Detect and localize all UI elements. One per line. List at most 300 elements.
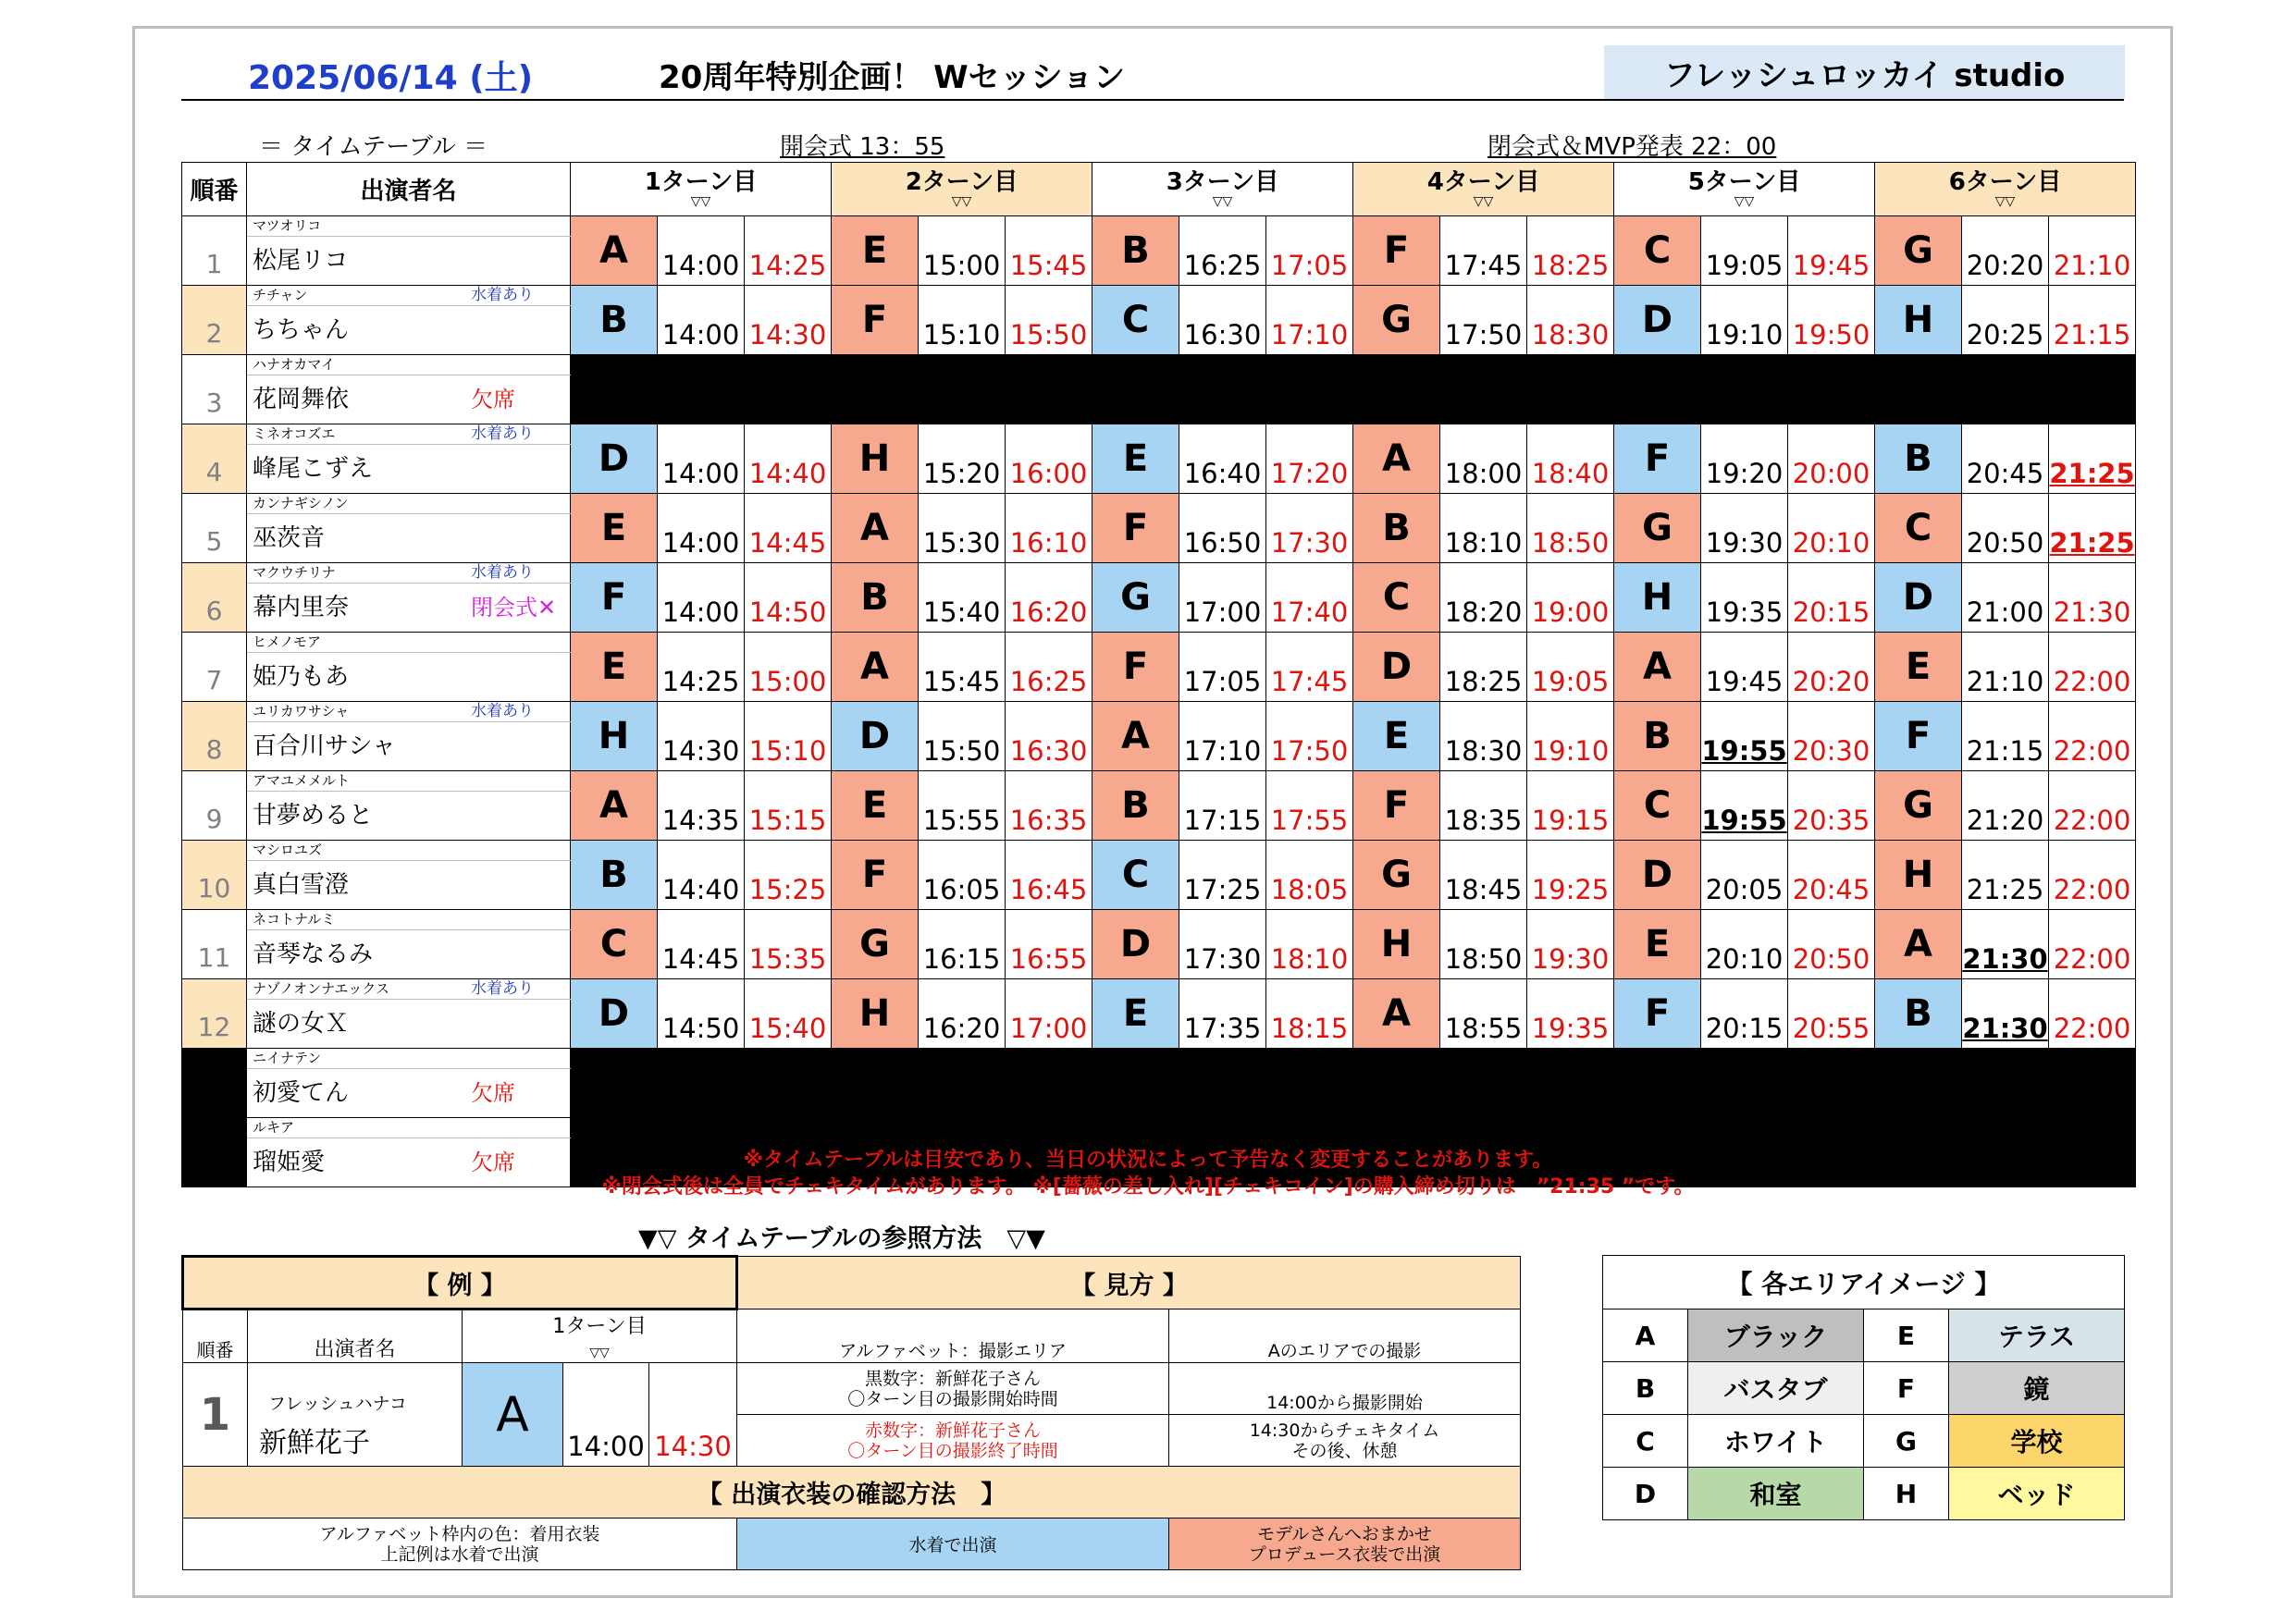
table-row: [182, 633, 2136, 653]
end-time: 21:25: [2049, 494, 2136, 563]
area-cell: E: [1614, 910, 1701, 979]
area-cell: B: [1614, 702, 1701, 771]
start-time: 19:35: [1701, 563, 1788, 633]
area-cell: B: [1092, 216, 1179, 286]
area-cell: E: [1875, 633, 1962, 702]
area-letter: F: [1864, 1362, 1949, 1415]
row-number: 2: [182, 286, 247, 355]
area-letter: A: [1603, 1309, 1688, 1362]
closing-time: 閉会式＆MVP発表 22：00: [1487, 133, 1777, 161]
end-time: 21:30: [2049, 563, 2136, 633]
area-cell: G: [1092, 563, 1179, 633]
end-time: 20:50: [1788, 910, 1875, 979]
start-time: 14:00: [658, 216, 745, 286]
area-cell: H: [571, 702, 658, 771]
start-time: 14:45: [658, 910, 745, 979]
end-time: 14:50: [745, 563, 832, 633]
area-cell: C: [1875, 494, 1962, 563]
table-row: [182, 771, 2136, 792]
area-cell: F: [571, 563, 658, 633]
start-time: 14:35: [658, 771, 745, 841]
row-number: 10: [182, 841, 247, 910]
performer-kana: ルキア: [247, 1118, 571, 1138]
end-time: 16:45: [1006, 841, 1092, 910]
area-name: バスタブ: [1688, 1362, 1864, 1415]
performer-kana: マツオリコ: [247, 216, 571, 237]
start-time: 16:05: [919, 841, 1006, 910]
end-time: 21:10: [2049, 216, 2136, 286]
end-time: 15:35: [745, 910, 832, 979]
start-time: 20:15: [1701, 979, 1788, 1049]
area-letter: G: [1864, 1415, 1949, 1468]
area-cell: E: [1092, 979, 1179, 1049]
end-time: 20:30: [1788, 702, 1875, 771]
start-time: 14:40: [658, 841, 745, 910]
end-time: 17:05: [1266, 216, 1353, 286]
timetable: [181, 162, 2136, 1187]
area-cell: D: [571, 979, 658, 1049]
end-time: 14:45: [745, 494, 832, 563]
example-turn-header: 1ターン目 ▽▽: [463, 1309, 737, 1363]
performer-kana: ナゾノオンナエックス 水着あり: [247, 979, 571, 1000]
start-time: 16:15: [919, 910, 1006, 979]
end-time: 20:00: [1788, 424, 1875, 494]
end-time: 16:20: [1006, 563, 1092, 633]
area-cell: A: [832, 633, 919, 702]
area-cell: G: [1614, 494, 1701, 563]
start-time: 18:00: [1440, 424, 1527, 494]
end-time: 20:15: [1788, 563, 1875, 633]
start-time: 17:45: [1440, 216, 1527, 286]
start-time: 15:30: [919, 494, 1006, 563]
performer-name: 音琴なるみ: [247, 930, 571, 979]
table-row: [182, 424, 2136, 445]
area-cell: B: [832, 563, 919, 633]
area-cell: C: [1614, 771, 1701, 841]
end-time: 19:30: [1527, 910, 1614, 979]
start-time: 17:00: [1179, 563, 1266, 633]
area-cell: F: [832, 286, 919, 355]
end-time: 17:30: [1266, 494, 1353, 563]
example-no: 1: [183, 1363, 248, 1467]
area-cell: H: [1353, 910, 1440, 979]
area-letter: E: [1864, 1309, 1949, 1362]
col-name-header: 出演者名: [247, 163, 571, 216]
area-cell: H: [1875, 286, 1962, 355]
area-table: [1602, 1255, 2125, 1520]
end-time: 15:45: [1006, 216, 1092, 286]
performer-name: 花岡舞依 欠席: [247, 375, 571, 424]
area-name: 学校: [1949, 1415, 2125, 1468]
absent-block: [571, 1049, 2136, 1118]
area-row: [1603, 1362, 2125, 1415]
end-time: 14:40: [745, 424, 832, 494]
status-note: 欠席: [471, 1150, 515, 1175]
end-time: 17:55: [1266, 771, 1353, 841]
start-time: 16:20: [919, 979, 1006, 1049]
start-time: 20:05: [1701, 841, 1788, 910]
notice-2: ※閉会式後は全員でチェキタイムがあります。 ※[薔薇の差し入れ][チェキコイン]の購入締め切りは ”21:35 ”です。: [601, 1175, 1695, 1199]
row-number: 12: [182, 979, 247, 1049]
area-cell: B: [1875, 424, 1962, 494]
row-number: 7: [182, 633, 247, 702]
area-cell: F: [1875, 702, 1962, 771]
row-number: 5: [182, 494, 247, 563]
start-time: 15:50: [919, 702, 1006, 771]
area-cell: H: [832, 979, 919, 1049]
area-cell: F: [832, 841, 919, 910]
area-cell: G: [1353, 286, 1440, 355]
area-cell: B: [1353, 494, 1440, 563]
area-cell: E: [1353, 702, 1440, 771]
area-cell: F: [1092, 494, 1179, 563]
end-time: 19:50: [1788, 286, 1875, 355]
area-name: ブラック: [1688, 1309, 1864, 1362]
start-time: 19:30: [1701, 494, 1788, 563]
start-time: 18:25: [1440, 633, 1527, 702]
end-time: 15:25: [745, 841, 832, 910]
end-time: 19:15: [1527, 771, 1614, 841]
area-cell: D: [832, 702, 919, 771]
start-time: 19:20: [1701, 424, 1788, 494]
performer-name: 初愛てん 欠席: [247, 1069, 571, 1118]
area-cell: G: [1875, 216, 1962, 286]
performer-name: 巫茨音: [247, 514, 571, 563]
swimsuit-note: 水着あり: [471, 979, 534, 998]
end-time: 20:45: [1788, 841, 1875, 910]
end-time: 18:10: [1266, 910, 1353, 979]
table-row: [182, 979, 2136, 1000]
end-time: 18:05: [1266, 841, 1353, 910]
end-time: 18:30: [1527, 286, 1614, 355]
area-name: テラス: [1949, 1309, 2125, 1362]
performer-name: 謎の女Ｘ: [247, 1000, 571, 1049]
view-red-numbers: 赤数字：新鮮花子さん 〇ターン目の撮影終了時間: [737, 1415, 1169, 1467]
end-time: 20:55: [1788, 979, 1875, 1049]
start-time: 21:15: [1962, 702, 2049, 771]
area-cell: C: [1353, 563, 1440, 633]
view-alphabet: アルファベット：撮影エリア: [737, 1309, 1169, 1363]
area-cell: F: [1092, 633, 1179, 702]
start-time: 15:40: [919, 563, 1006, 633]
turn-header-2: 2ターン目 ▽▽: [832, 163, 1092, 216]
performer-name: 峰尾こずえ: [247, 445, 571, 494]
start-time: 17:50: [1440, 286, 1527, 355]
start-time: 18:35: [1440, 771, 1527, 841]
row-number: 9: [182, 771, 247, 841]
area-cell: H: [832, 424, 919, 494]
end-time: 19:05: [1527, 633, 1614, 702]
start-time: 17:05: [1179, 633, 1266, 702]
start-time: 21:20: [1962, 771, 2049, 841]
row-number: [182, 1049, 247, 1118]
end-time: 19:10: [1527, 702, 1614, 771]
end-time: 19:45: [1788, 216, 1875, 286]
area-cell: D: [1353, 633, 1440, 702]
start-time: 19:55: [1701, 771, 1788, 841]
turn-header-3: 3ターン目 ▽▽: [1092, 163, 1353, 216]
end-time: 15:50: [1006, 286, 1092, 355]
end-time: 17:20: [1266, 424, 1353, 494]
area-cell: A: [1353, 424, 1440, 494]
end-time: 22:00: [2049, 841, 2136, 910]
example-label: 【 例 】: [183, 1257, 737, 1309]
start-time: 19:10: [1701, 286, 1788, 355]
swimsuit-note: 水着あり: [471, 563, 534, 582]
area-cell: E: [571, 494, 658, 563]
performer-kana: ネコトナルミ: [247, 910, 571, 930]
end-time: 15:15: [745, 771, 832, 841]
area-cell: B: [1092, 771, 1179, 841]
area-cell: B: [1875, 979, 1962, 1049]
example-end: 14:30: [649, 1363, 737, 1467]
area-cell: D: [1614, 286, 1701, 355]
event-title: 20周年特別企画！ Wセッション: [659, 59, 1125, 96]
example-kana: フレッシュハナコ: [248, 1363, 463, 1415]
end-time: 18:25: [1527, 216, 1614, 286]
example-start: 14:00: [563, 1363, 649, 1467]
area-cell: H: [1614, 563, 1701, 633]
end-time: 22:00: [2049, 979, 2136, 1049]
area-letter: B: [1603, 1362, 1688, 1415]
performer-name: 百合川サシャ: [247, 722, 571, 771]
end-time: 19:25: [1527, 841, 1614, 910]
performer-name: ちちゃん: [247, 306, 571, 355]
view-area: Aのエリアでの撮影: [1169, 1309, 1521, 1363]
area-cell: F: [1353, 216, 1440, 286]
start-time: 18:30: [1440, 702, 1527, 771]
view-black-numbers: 黒数字：新鮮花子さん 〇ターン目の撮影開始時間: [737, 1363, 1169, 1415]
start-time: 17:15: [1179, 771, 1266, 841]
start-time: 21:30: [1962, 910, 2049, 979]
area-cell: F: [1614, 979, 1701, 1049]
end-time: 21:15: [2049, 286, 2136, 355]
howto-title: ▼▽ タイムテーブルの参照方法 ▽▼: [638, 1224, 1045, 1253]
row-number: 1: [182, 216, 247, 286]
area-title: 【 各エリアイメージ 】: [1603, 1256, 2125, 1309]
area-name: 和室: [1688, 1468, 1864, 1520]
end-time: 22:00: [2049, 702, 2136, 771]
area-cell: F: [1353, 771, 1440, 841]
end-time: 15:10: [745, 702, 832, 771]
row-number: 3: [182, 355, 247, 424]
area-cell: G: [832, 910, 919, 979]
end-time: 17:45: [1266, 633, 1353, 702]
costume-produce: モデルさんへおまかせ プロデュース衣装で出演: [1169, 1518, 1521, 1570]
swimsuit-note: 水着あり: [471, 702, 534, 720]
table-row: [182, 494, 2136, 514]
area-cell: C: [1092, 286, 1179, 355]
area-cell: C: [1614, 216, 1701, 286]
area-cell: A: [1092, 702, 1179, 771]
start-time: 14:00: [658, 563, 745, 633]
area-cell: E: [832, 771, 919, 841]
header-divider: [181, 99, 2124, 101]
end-time: 20:10: [1788, 494, 1875, 563]
swimsuit-note: 水着あり: [471, 286, 534, 304]
event-date: 2025/06/14 (土): [248, 59, 534, 97]
end-time: 19:35: [1527, 979, 1614, 1049]
start-time: 19:45: [1701, 633, 1788, 702]
start-time: 18:20: [1440, 563, 1527, 633]
performer-name: 瑠姫愛 欠席: [247, 1138, 571, 1187]
area-row: [1603, 1415, 2125, 1468]
performer-name: 甘夢めると: [247, 792, 571, 841]
start-time: 14:25: [658, 633, 745, 702]
table-row: [182, 355, 2136, 375]
start-time: 18:10: [1440, 494, 1527, 563]
performer-kana: アマユメメルト: [247, 771, 571, 792]
row-number: 11: [182, 910, 247, 979]
area-cell: B: [571, 286, 658, 355]
area-letter: C: [1603, 1415, 1688, 1468]
end-time: 16:00: [1006, 424, 1092, 494]
end-time: 17:10: [1266, 286, 1353, 355]
example-col-no: 順番: [183, 1309, 248, 1363]
row-number: 8: [182, 702, 247, 771]
example-name: 新鮮花子: [248, 1415, 463, 1467]
end-time: 14:30: [745, 286, 832, 355]
turn-header-6: 6ターン目 ▽▽: [1875, 163, 2136, 216]
start-time: 14:00: [658, 424, 745, 494]
start-time: 16:40: [1179, 424, 1266, 494]
start-time: 15:10: [919, 286, 1006, 355]
end-time: 18:40: [1527, 424, 1614, 494]
performer-kana: マシロユズ: [247, 841, 571, 861]
start-time: 21:30: [1962, 979, 2049, 1049]
area-cell: A: [1353, 979, 1440, 1049]
area-cell: G: [1875, 771, 1962, 841]
end-time: 18:50: [1527, 494, 1614, 563]
view-label: 【 見方 】: [737, 1257, 1521, 1309]
performer-kana: チチャン 水着あり: [247, 286, 571, 306]
end-time: 19:00: [1527, 563, 1614, 633]
end-time: 16:35: [1006, 771, 1092, 841]
table-row: [182, 216, 2136, 237]
area-cell: C: [1092, 841, 1179, 910]
performer-name: 松尾リコ: [247, 237, 571, 286]
area-cell: D: [571, 424, 658, 494]
area-name: ホワイト: [1688, 1415, 1864, 1468]
table-row: [182, 286, 2136, 306]
table-row: [182, 1118, 2136, 1138]
start-time: 21:25: [1962, 841, 2049, 910]
area-row: [1603, 1309, 2125, 1362]
start-time: 18:50: [1440, 910, 1527, 979]
start-time: 17:25: [1179, 841, 1266, 910]
opening-time: 開会式 13：55: [780, 133, 945, 161]
area-cell: A: [832, 494, 919, 563]
start-time: 20:45: [1962, 424, 2049, 494]
area-letter: H: [1864, 1468, 1949, 1520]
area-cell: A: [1875, 910, 1962, 979]
table-row: [182, 910, 2136, 930]
end-time: 22:00: [2049, 910, 2136, 979]
start-time: 14:30: [658, 702, 745, 771]
area-cell: C: [571, 910, 658, 979]
start-time: 16:25: [1179, 216, 1266, 286]
status-note: 閉会式✕: [471, 595, 557, 621]
area-cell: A: [1614, 633, 1701, 702]
performer-name: 幕内里奈 閉会式✕: [247, 584, 571, 633]
performer-kana: ニイナテン: [247, 1049, 571, 1069]
end-time: 22:00: [2049, 771, 2136, 841]
area-cell: E: [571, 633, 658, 702]
performer-name: 真白雪澄: [247, 861, 571, 910]
performer-kana: カンナギシノン: [247, 494, 571, 514]
area-cell: D: [1092, 910, 1179, 979]
start-time: 14:00: [658, 286, 745, 355]
table-row: [182, 563, 2136, 584]
start-time: 20:50: [1962, 494, 2049, 563]
end-time: 20:20: [1788, 633, 1875, 702]
table-row: [182, 841, 2136, 861]
performer-kana: ユリカワサシャ 水着あり: [247, 702, 571, 722]
row-number: 6: [182, 563, 247, 633]
example-table: [181, 1255, 1521, 1570]
timetable-label: ＝ タイムテーブル ＝: [259, 133, 488, 161]
start-time: 19:05: [1701, 216, 1788, 286]
start-time: 17:10: [1179, 702, 1266, 771]
area-letter: D: [1603, 1468, 1688, 1520]
example-col-name: 出演者名: [248, 1309, 463, 1363]
area-cell: E: [832, 216, 919, 286]
performer-kana: マクウチリナ 水着あり: [247, 563, 571, 584]
end-time: 17:00: [1006, 979, 1092, 1049]
start-time: 14:00: [658, 494, 745, 563]
start-time: 17:30: [1179, 910, 1266, 979]
end-time: 16:30: [1006, 702, 1092, 771]
example-area: A: [463, 1363, 563, 1467]
costume-title: 【 出演衣装の確認方法 】: [183, 1467, 1521, 1518]
notice-1: ※タイムテーブルは目安であり、当日の状況によって予告なく変更することがあります。: [743, 1149, 1553, 1172]
end-time: 17:50: [1266, 702, 1353, 771]
area-cell: D: [1614, 841, 1701, 910]
area-cell: D: [1875, 563, 1962, 633]
start-time: 15:55: [919, 771, 1006, 841]
performer-name: 姫乃もあ: [247, 653, 571, 702]
start-time: 20:10: [1701, 910, 1788, 979]
performer-kana: ミネオコズエ 水着あり: [247, 424, 571, 445]
start-time: 14:50: [658, 979, 745, 1049]
start-time: 19:55: [1701, 702, 1788, 771]
end-time: 15:00: [745, 633, 832, 702]
performer-kana: ヒメノモア: [247, 633, 571, 653]
end-time: 21:25: [2049, 424, 2136, 494]
start-time: 17:35: [1179, 979, 1266, 1049]
area-row: [1603, 1468, 2125, 1520]
start-time: 20:20: [1962, 216, 2049, 286]
start-time: 15:20: [919, 424, 1006, 494]
end-time: 16:55: [1006, 910, 1092, 979]
start-time: 21:00: [1962, 563, 2049, 633]
absent-block: [571, 355, 2136, 424]
end-time: 20:35: [1788, 771, 1875, 841]
studio-name: フレッシュロッカイ studio: [1604, 45, 2125, 99]
costume-swimsuit: 水着で出演: [737, 1518, 1169, 1570]
end-time: 16:25: [1006, 633, 1092, 702]
turn-header-4: 4ターン目 ▽▽: [1353, 163, 1614, 216]
start-time: 16:50: [1179, 494, 1266, 563]
col-no-header: 順番: [182, 163, 247, 216]
area-cell: H: [1875, 841, 1962, 910]
end-time: 16:10: [1006, 494, 1092, 563]
end-time: 15:40: [745, 979, 832, 1049]
start-time: 16:30: [1179, 286, 1266, 355]
area-cell: G: [1353, 841, 1440, 910]
table-row: [182, 1049, 2136, 1069]
start-time: 21:10: [1962, 633, 2049, 702]
